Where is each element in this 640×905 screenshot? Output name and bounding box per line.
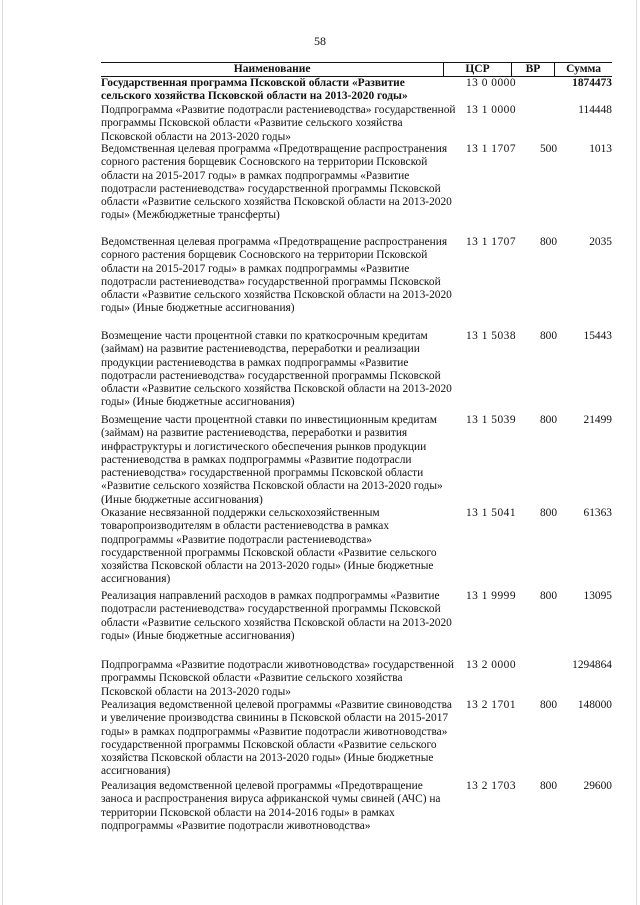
header-csr: ЦСР	[443, 63, 511, 76]
row-name: Ведомственная целевая программа «Предотвращение распространения сорного растения борщевик Сосновского на территории Псковской области на 2015-2017 годы» в рамках подпрограммы «Развитие подотрасли растениеводства» государственной программы Псковской области «Развитие сельского хозяйства Псковской области на 2013-2020 годы» (Иные бюджетные ассигнования)	[101, 236, 452, 315]
row-sum: 114448	[578, 104, 612, 116]
row-csr: 13 1 5039	[465, 414, 517, 426]
row-sum: 21499	[583, 414, 612, 426]
row-name: Подпрограмма «Развитие подотрасли животноводства» государственной программы Псковской области «Развитие сельского хозяйства Псковской области на 2013-2020 годы»	[101, 659, 455, 698]
row-vr: 800	[539, 330, 558, 342]
row-vr: 800	[539, 780, 558, 792]
row-name: Реализация ведомственной целевой программы «Развитие свиноводства и увеличение производства свинины в Псковской области на 2015-2017 годы» в рамках подпрограммы «Развитие подотрасли животноводства» государственной программы Псковской области «Развитие сельского хозяйства Псковской области на 2013-2020 годы» (Иные бюджетные ассигнования)	[101, 699, 452, 778]
scan-edge-left	[2, 0, 3, 905]
scan-edge-right	[636, 0, 637, 905]
row-name: Подпрограмма «Развитие подотрасли растениеводства» государственной программы Псковской области «Развитие сельского хозяйства Псковской области на 2013-2020 годы»	[101, 104, 456, 143]
page-number: 58	[314, 34, 326, 48]
row-name: Государственная программа Псковской области «Развитие сельского хозяйства Псковской области на 2013-2020 годы»	[101, 77, 408, 103]
budget-table	[101, 62, 612, 832]
row-csr: 13 1 0000	[465, 104, 517, 116]
row-sum: 29600	[583, 780, 612, 792]
row-csr: 13 1 1707	[465, 143, 517, 155]
header-vr: ВР	[511, 63, 554, 76]
row-name: Возмещение части процентной ставки по краткосрочным кредитам (займам) на развитие растениеводства, переработки и реализации продукции растениеводства в рамках подпрограммы «Развитие подотрасли растениеводства» государственной программы Псковской области «Развитие сельского хозяйства Псковской области на 2013-2020 годы» (Иные бюджетные ассигнования)	[101, 330, 452, 409]
row-vr: 800	[539, 590, 558, 602]
row-vr: 800	[539, 414, 558, 426]
row-csr: 13 2 1701	[465, 699, 517, 711]
row-sum: 148000	[577, 699, 612, 711]
row-csr: 13 0 0000	[465, 77, 517, 89]
row-sum: 1294864	[572, 659, 612, 671]
header-sum: Сумма	[554, 63, 612, 76]
row-sum: 1013	[589, 143, 612, 155]
row-sum: 61363	[583, 507, 612, 519]
row-vr: 500	[539, 143, 558, 155]
table-header	[101, 62, 612, 77]
row-name: Оказание несвязанной поддержки сельскохозяйственным товаропроизводителям в области растениеводства в рамках подпрограммы «Развитие подотрасли растениеводства» государственной программы Псковской области «Развитие сельского хозяйства Псковской области на 2013-2020 годы» (Иные бюджетные ассигнования)	[101, 507, 437, 586]
row-csr: 13 1 9999	[465, 590, 517, 602]
row-name: Реализация ведомственной целевой программы «Предотвращение заноса и распространения вируса африканской чумы свиней (АЧС) на территории Псковской области на 2014-2016 годы» в рамках подпрограммы «Развитие подотрасли животноводства»	[101, 780, 441, 832]
row-name: Ведомственная целевая программа «Предотвращение распространения сорного растения борщевик Сосновского на территории Псковской области на 2015-2017 годы» в рамках подпрограммы «Развитие подотрасли растениеводства» государственной программы Псковской области «Развитие сельского хозяйства Псковской области на 2013-2020 годы» (Межбюджетные трансферты)	[101, 143, 452, 222]
row-name: Реализация направлений расходов в рамках подпрограммы «Развитие подотрасли растениеводства» государственной программы Псковской области «Развитие сельского хозяйства Псковской области на 2013-2020 годы» (Иные бюджетные ассигнования)	[101, 590, 452, 642]
row-csr: 13 2 0000	[465, 659, 517, 671]
row-csr: 13 1 5038	[465, 330, 517, 342]
row-vr: 800	[539, 236, 558, 248]
row-csr: 13 1 5041	[465, 507, 517, 519]
row-csr: 13 2 1703	[465, 780, 517, 792]
row-sum: 1874473	[572, 77, 612, 89]
row-name: Возмещение части процентной ставки по инвестиционным кредитам (займам) на развитие растениеводства, переработки и развития инфраструктуры и логистического обеспечения рынков продукции растениеводства в рамках подпрограммы «Развитие подотрасли растениеводства» государственной программы Псковской области «Развитие сельского хозяйства Псковской области на 2013-2020 годы» (Иные бюджетные ассигнования)	[101, 414, 443, 506]
row-vr: 800	[539, 699, 558, 711]
row-sum: 2035	[589, 236, 612, 248]
row-sum: 13095	[583, 590, 612, 602]
header-name: Наименование	[233, 63, 311, 75]
row-csr: 13 1 1707	[465, 236, 517, 248]
row-vr: 800	[539, 507, 558, 519]
row-sum: 15443	[583, 330, 612, 342]
